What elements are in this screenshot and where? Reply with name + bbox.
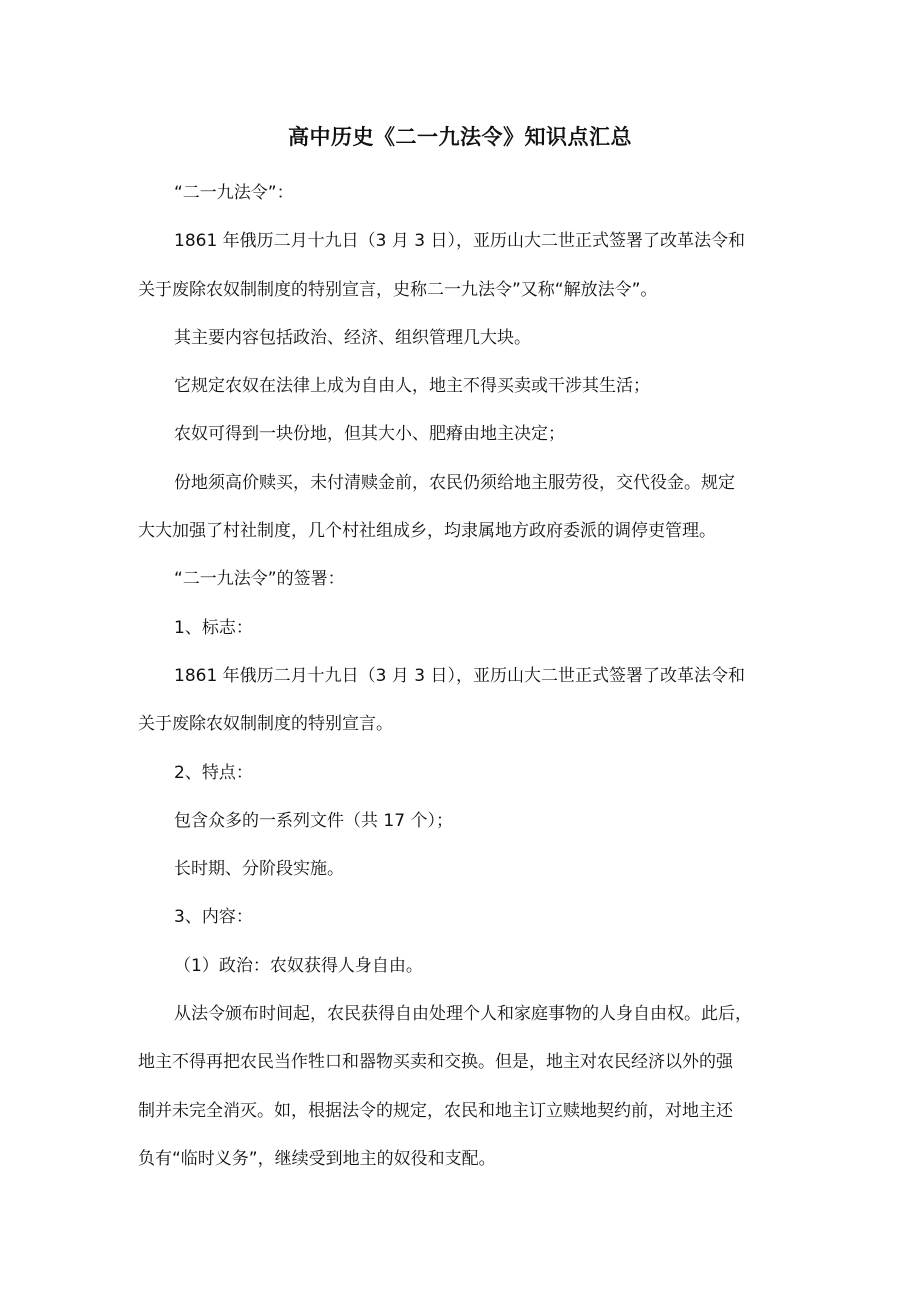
- paragraph-line: 1861 年俄历二月十九日（3 月 3 日），亚历山大二世正式签署了改革法令和: [174, 665, 746, 686]
- paragraph-line: 负有“临时义务”，继续受到地主的奴役和支配。: [138, 1148, 496, 1169]
- paragraph-line: 大大加强了村社制度，几个村社组成乡，均隶属地方政府委派的调停吏管理。: [138, 521, 716, 542]
- paragraph-line: 制并未完全消灭。如，根据法令的规定，农民和地主订立赎地契约前，对地主还: [138, 1100, 733, 1121]
- paragraph-line: 1861 年俄历二月十九日（3 月 3 日），亚历山大二世正式签署了改革法令和: [174, 231, 746, 252]
- document-title: 高中历史《二一九法令》知识点汇总: [288, 125, 632, 149]
- paragraph-line: 地主不得再把农民当作牲口和器物买卖和交换。但是，地主对农民经济以外的强: [138, 1052, 733, 1073]
- paragraph-line: 关于废除农奴制制度的特别宣言。: [138, 714, 393, 735]
- paragraph-line: 2、特点：: [174, 762, 253, 783]
- paragraph-line: 从法令颁布时间起，农民获得自由处理个人和家庭事物的人身自由权。此后，: [174, 1004, 752, 1025]
- paragraph-line: 关于废除农奴制制度的特别宣言，史称二一九法令”又称“解放法令”。: [138, 279, 658, 300]
- paragraph-line: 包含众多的一系列文件（共 17 个）；: [174, 810, 453, 831]
- paragraph-line: （1）政治：农奴获得人身自由。: [174, 955, 423, 976]
- paragraph-line: 它规定农奴在法律上成为自由人，地主不得买卖或干涉其生活；: [174, 376, 650, 397]
- paragraph-line: 农奴可得到一块份地，但其大小、肥瘠由地主决定；: [174, 424, 565, 445]
- document-body: [138, 169, 788, 1183]
- paragraph-line: 份地须高价赎买，未付清赎金前，农民仍须给地主服劳役，交代役金。规定: [174, 472, 735, 493]
- paragraph-line: 3、内容：: [174, 907, 253, 928]
- paragraph-line: “二一九法令”：: [174, 183, 294, 203]
- paragraph-line: 其主要内容包括政治、经济、组织管理几大块。: [174, 327, 531, 348]
- paragraph-line: 1、标志：: [174, 617, 253, 638]
- paragraph-line: 长时期、分阶段实施。: [174, 859, 344, 880]
- paragraph-line: “二一九法令”的签署：: [174, 569, 345, 590]
